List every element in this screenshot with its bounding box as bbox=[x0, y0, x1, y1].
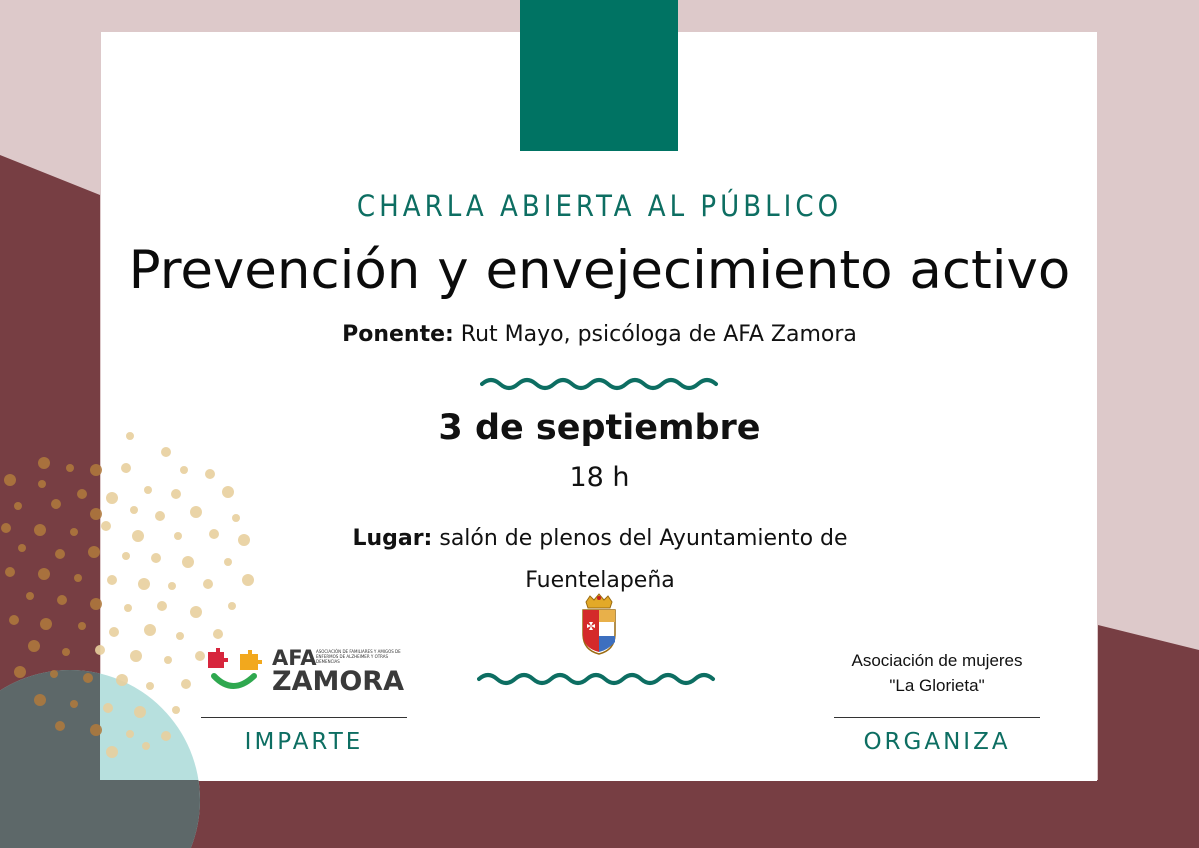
decor-dot bbox=[164, 656, 172, 664]
decor-dot bbox=[70, 528, 78, 536]
decor-dot bbox=[182, 556, 194, 568]
decor-dot bbox=[132, 530, 144, 542]
decor-dot bbox=[228, 602, 236, 610]
place-label: Lugar: bbox=[352, 526, 433, 551]
decor-dot bbox=[18, 544, 26, 552]
decor-dot bbox=[62, 648, 70, 656]
decor-dot bbox=[26, 592, 34, 600]
speaker-label: Ponente: bbox=[342, 322, 454, 347]
decor-dot bbox=[70, 700, 78, 708]
decor-dot bbox=[142, 742, 150, 750]
decor-dot bbox=[55, 721, 65, 731]
decor-dot bbox=[130, 506, 138, 514]
imparte-label: IMPARTE bbox=[244, 729, 364, 755]
decor-dot bbox=[103, 703, 113, 713]
decor-dot bbox=[122, 552, 130, 560]
decor-dot bbox=[5, 567, 15, 577]
afa-city-text: ZAMORA bbox=[272, 666, 404, 697]
decor-dot bbox=[238, 534, 250, 546]
decor-dot bbox=[88, 546, 100, 558]
decor-dot bbox=[190, 606, 202, 618]
decor-dot bbox=[34, 524, 46, 536]
decor-dot bbox=[161, 447, 171, 457]
decor-dot bbox=[95, 645, 105, 655]
decor-dot bbox=[55, 549, 65, 559]
decor-dot bbox=[174, 532, 182, 540]
right-signature-line bbox=[834, 717, 1040, 718]
decor-dot bbox=[106, 492, 118, 504]
top-teal-block bbox=[520, 0, 678, 151]
place-value: salón de plenos del Ayuntamiento de Fuentelapeña bbox=[432, 526, 848, 593]
decor-dot bbox=[144, 624, 156, 636]
decor-dot bbox=[213, 629, 223, 639]
town-crest-logo bbox=[578, 592, 620, 656]
decor-dot bbox=[109, 627, 119, 637]
wave-divider-bottom bbox=[477, 669, 717, 689]
speaker-line bbox=[0, 322, 1199, 347]
decor-dot bbox=[242, 574, 254, 586]
decor-dot bbox=[90, 724, 102, 736]
decor-dot bbox=[50, 670, 58, 678]
decor-dot bbox=[161, 731, 171, 741]
decor-dot bbox=[78, 622, 86, 630]
decor-dot bbox=[181, 679, 191, 689]
decor-dot bbox=[134, 706, 146, 718]
decor-dot bbox=[90, 598, 102, 610]
decor-dot bbox=[14, 666, 26, 678]
decor-dot bbox=[124, 604, 132, 612]
decor-dot bbox=[168, 582, 176, 590]
decor-dot bbox=[130, 650, 142, 662]
decor-dot bbox=[83, 673, 93, 683]
decor-dot bbox=[195, 651, 205, 661]
afa-short-text: AFA bbox=[272, 646, 317, 670]
event-date: 3 de septiembre bbox=[438, 408, 761, 448]
decor-dot bbox=[9, 615, 19, 625]
decor-dot bbox=[101, 521, 111, 531]
decor-dot bbox=[176, 632, 184, 640]
event-title: Prevención y envejecimiento activo bbox=[128, 240, 1071, 301]
decor-dot bbox=[190, 506, 202, 518]
event-place bbox=[340, 518, 860, 602]
decor-dot bbox=[172, 706, 180, 714]
decor-dot bbox=[151, 553, 161, 563]
afa-description-text: ASOCIACIÓN DE FAMILIARES Y AMIGOS DE ENFERMOS DE ALZHEIMER Y OTRAS DEMENCIAS bbox=[316, 649, 401, 664]
decor-dot bbox=[1, 523, 11, 533]
decor-dot bbox=[203, 579, 213, 589]
decor-dot bbox=[232, 514, 240, 522]
decor-dot bbox=[224, 558, 232, 566]
organizer-line-2: "La Glorieta" bbox=[889, 676, 985, 695]
decor-dot bbox=[126, 730, 134, 738]
event-time: 18 h bbox=[569, 462, 630, 493]
decor-dot bbox=[209, 529, 219, 539]
decor-dot bbox=[74, 574, 82, 582]
decor-dot bbox=[40, 618, 52, 630]
decor-dot bbox=[146, 682, 154, 690]
decor-dot bbox=[14, 502, 22, 510]
decor-dot bbox=[28, 640, 40, 652]
organizer-line-1: Asociación de mujeres bbox=[851, 651, 1023, 670]
decor-dot bbox=[106, 746, 118, 758]
event-type-heading: CHARLA ABIERTA AL PÚBLICO bbox=[356, 189, 843, 223]
afa-puzzle-icon bbox=[206, 646, 270, 694]
speaker-value: Rut Mayo, psicóloga de AFA Zamora bbox=[453, 322, 857, 347]
decor-dot bbox=[138, 578, 150, 590]
decor-dot bbox=[157, 601, 167, 611]
decor-dot bbox=[155, 511, 165, 521]
decor-dot bbox=[107, 575, 117, 585]
decor-dot bbox=[34, 694, 46, 706]
decor-dot bbox=[57, 595, 67, 605]
decor-dot bbox=[90, 508, 102, 520]
decor-dot bbox=[38, 568, 50, 580]
wave-divider-top bbox=[480, 374, 720, 394]
organizer-name bbox=[830, 648, 1044, 698]
decor-dot bbox=[116, 674, 128, 686]
organiza-label: ORGANIZA bbox=[863, 729, 1011, 755]
decor-dot bbox=[51, 499, 61, 509]
left-signature-line bbox=[201, 717, 407, 718]
